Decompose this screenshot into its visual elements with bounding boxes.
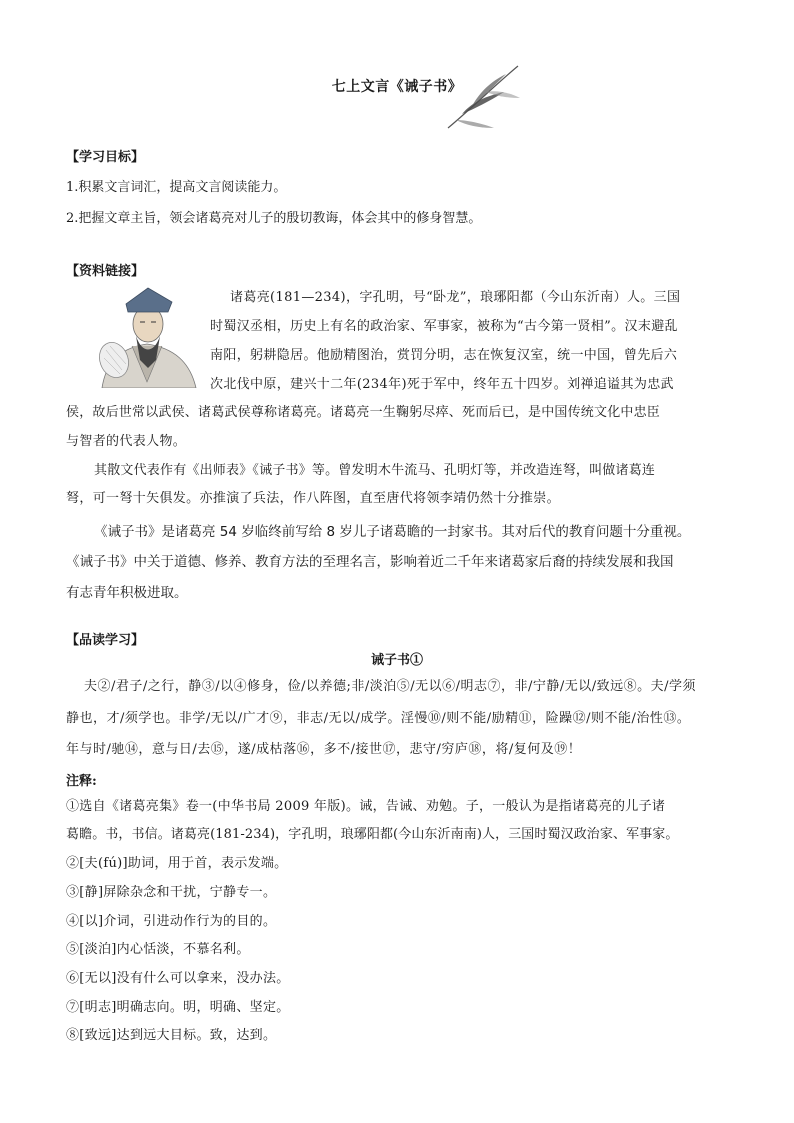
bio-line: 弩，可一弩十矢俱发。亦推演了兵法，作八阵图，直至唐代将领李靖仍然十分推崇。 [66,491,560,506]
summary-line: 《诫子书》是诸葛亮 54 岁临终前写给 8 岁儿子诸葛瞻的一封家书。其对后代的教育问题十分重视。 [94,524,691,540]
bio-line: 时蜀汉丞相，历史上有名的政治家、军事家，被称为“古今第一贤相”。汉末避乱 [210,319,678,334]
summary-line: 有志青年积极进取。 [66,585,188,601]
page-title: 七上文言《诫子书》 [331,79,463,95]
bamboo-leaf-decoration [442,62,522,132]
text-line: 夫②/君子/之行，静③/以④修身，俭/以养德;非/淡泊⑤/无以⑥/明志⑦，非/宁静/无以/致远⑧。夫/学须 [84,679,697,694]
bio-line: 诸葛亮(181—234)，字孔明，号“卧龙”，琅琊阳都（今山东沂南）人。三国 [230,290,681,305]
note-item: ⑧[致远]达到远大目标。致，达到。 [66,1028,277,1043]
bio-line: 其散文代表作有《出师表》《诫子书》等。曾发明木牛流马、孔明灯等，并改造连弩，叫做诸葛连 [94,463,656,478]
note-item: ③[静]屏除杂念和干扰，宁静专一。 [66,885,277,900]
goal-item: 2.把握文章主旨，领会诸葛亮对儿子的殷切教诲，体会其中的修身智慧。 [66,211,482,226]
goals-heading: 【学习目标】 [66,150,145,165]
text-title: 诫子书① [370,653,423,668]
notes-heading: 注释: [66,774,97,789]
note-item: ⑤[淡泊]内心恬淡，不慕名利。 [66,942,250,957]
reading-heading: 【品读学习】 [66,633,145,648]
zhuge-liang-portrait [92,282,202,388]
note-item: ⑦[明志]明确志向。明，明确、坚定。 [66,1000,290,1015]
note-item: ⑥[无以]没有什么可以拿来，没办法。 [66,971,290,986]
note-item: ④[以]介词，引进动作行为的目的。 [66,914,277,929]
note-item: ①选自《诸葛亮集》卷一(中华书局 2009 年版)。诫，告诫、劝勉。子，一般认为是指诸葛亮的儿子诸 [66,799,666,814]
bio-line: 与智者的代表人物。 [66,434,187,449]
note-item: 葛瞻。书，书信。诸葛亮(181-234)，字孔明，琅琊阳都(今山东沂南南)人，三国时蜀汉政治家、军事家。 [66,827,679,842]
bio-line: 侯，故后世常以武侯、诸葛武侯尊称诸葛亮。诸葛亮一生鞠躬尽瘁、死而后已，是中国传统文化中忠臣 [66,405,661,420]
resource-heading: 【资料链接】 [66,264,145,279]
goal-item: 1.积累文言词汇，提高文言阅读能力。 [66,180,287,195]
text-line: 静也，才/须学也。非学/无以/广才⑨，非志/无以/成学。淫慢⑩/则不能/励精⑪，险躁⑫/则不能/治性⑬。 [66,711,691,726]
note-item: ②[夫(fú)]助词，用于首，表示发端。 [66,856,288,871]
bio-line: 次北伐中原，建兴十二年(234年)死于军中，终年五十四岁。刘禅追谥其为忠武 [210,377,674,392]
bio-line: 南阳，躬耕隐居。他励精图治，赏罚分明，志在恢复汉室，统一中国，曾先后六 [210,348,678,363]
text-line: 年与时/驰⑭，意与日/去⑮，遂/成枯落⑯，多不/接世⑰，悲守/穷庐⑱，将/复何及⑲！ [66,742,582,757]
summary-line: 《诫子书》中关于道德、修养、教育方法的至理名言，影响着近二千年来诸葛家后裔的持续发展和我国 [66,554,674,570]
